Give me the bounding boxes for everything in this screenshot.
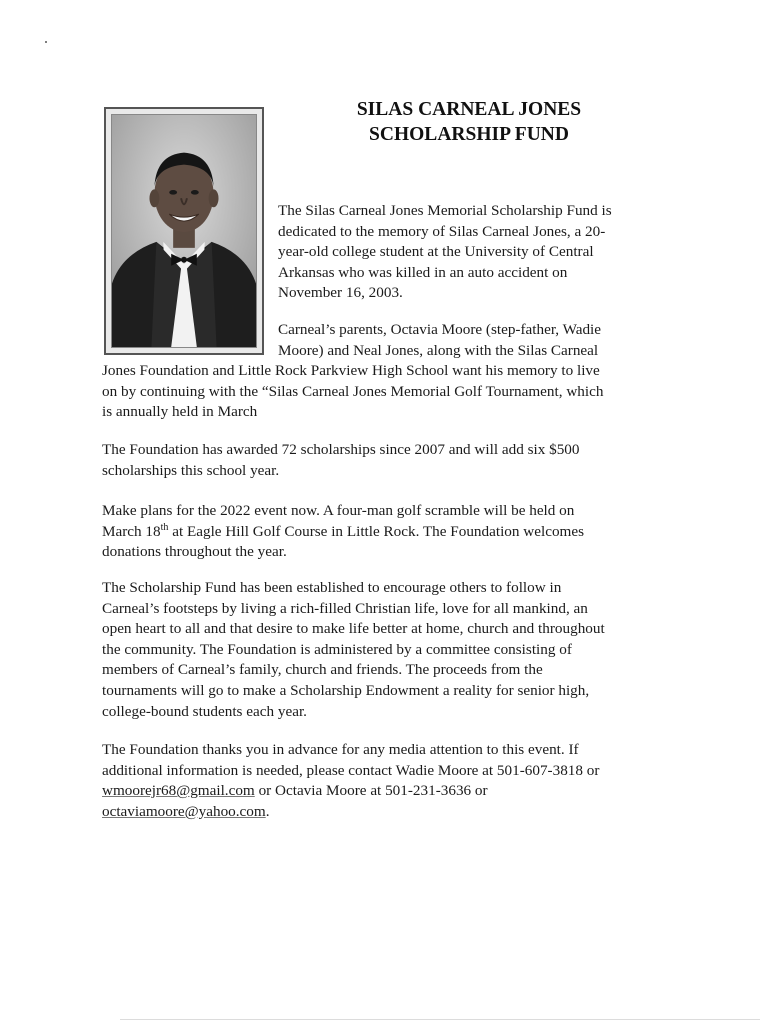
intro-line: dedicated to the memory of Silas Carneal Jones, a 20- (278, 222, 606, 240)
purpose-line: college-bound students each year. (102, 702, 307, 720)
event-line (102, 522, 662, 543)
awards-paragraph (102, 440, 662, 481)
awards-line: The Foundation has awarded 72 scholarships since 2007 and will add six $500 (102, 441, 580, 458)
event-paragraph (102, 501, 662, 563)
event-date: March 18 (102, 522, 161, 540)
purpose-line: the community. The Foundation is administered by a committee consisting of (102, 640, 572, 658)
purpose-line: Carneal’s footsteps by living a rich-filled Christian life, love for all mankind, an (102, 599, 588, 617)
parents-line: on by continuing with the “Silas Carneal Jones Memorial Golf Tournament, which (102, 382, 604, 400)
intro-line: Arkansas who was killed in an auto accident on (278, 263, 568, 281)
intro-line: November 16, 2003. (278, 284, 403, 302)
parents-line: is annually held in March (102, 403, 258, 421)
purpose-paragraph (102, 578, 662, 722)
purpose-line: open heart to all and that desire to make life better at home, church and throughout (102, 620, 605, 638)
parents-line: Carneal’s parents, Octavia Moore (step-father, Wadie (278, 321, 602, 338)
purpose-line: tournaments will go to make a Scholarship Endowment a reality for senior high, (102, 681, 590, 699)
contact-line: additional information is needed, please contact Wadie Moore at 501-607-3818 or (102, 761, 600, 779)
scan-edge-line (120, 1019, 760, 1020)
portrait-photo-frame (104, 107, 264, 355)
purpose-line: The Scholarship Fund has been established to encourage others to follow in (102, 579, 562, 596)
contact-line (102, 802, 662, 823)
portrait-photo-icon (112, 115, 256, 347)
parents-line: Moore) and Neal Jones, along with the Silas Carneal (278, 341, 599, 359)
contact-line: The Foundation thanks you in advance for any media attention to this event. If (102, 741, 579, 758)
email-link-wadie[interactable]: wmoorejr68@gmail.com (102, 782, 255, 800)
portrait-photo (111, 114, 257, 348)
contact-paragraph (102, 740, 662, 822)
event-line: donations throughout the year. (102, 543, 287, 561)
scan-speck (45, 41, 47, 43)
parents-line: Jones Foundation and Little Rock Parkview High School want his memory to live (102, 362, 600, 379)
purpose-line: members of Carneal’s family, church and friends. The proceeds from the (102, 661, 543, 679)
parents-paragraph-continued (102, 361, 662, 423)
intro-line: The Silas Carneal Jones Memorial Scholarship Fund is (278, 202, 612, 219)
intro-paragraph (278, 201, 658, 304)
event-location: at Eagle Hill Golf Course in Little Rock. The Foundation welcomes (168, 522, 585, 540)
title-line-1: SILAS CARNEAL JONES (356, 99, 582, 120)
contact-line (102, 781, 662, 802)
contact-text: . (265, 802, 270, 820)
awards-line: scholarships this school year. (102, 461, 280, 479)
page-title (300, 97, 638, 147)
parents-paragraph-start (278, 320, 658, 361)
intro-line: year-old college student at the University of Central (278, 243, 594, 261)
email-link-octavia[interactable]: octaviamoore@yahoo.com (102, 802, 266, 820)
event-date-suffix: th (160, 521, 169, 533)
contact-text: or Octavia Moore at 501-231-3636 or (254, 782, 488, 800)
title-line-2: SCHOLARSHIP FUND (369, 124, 569, 145)
event-line: Make plans for the 2022 event now. A four-man golf scramble will be held on (102, 502, 575, 519)
